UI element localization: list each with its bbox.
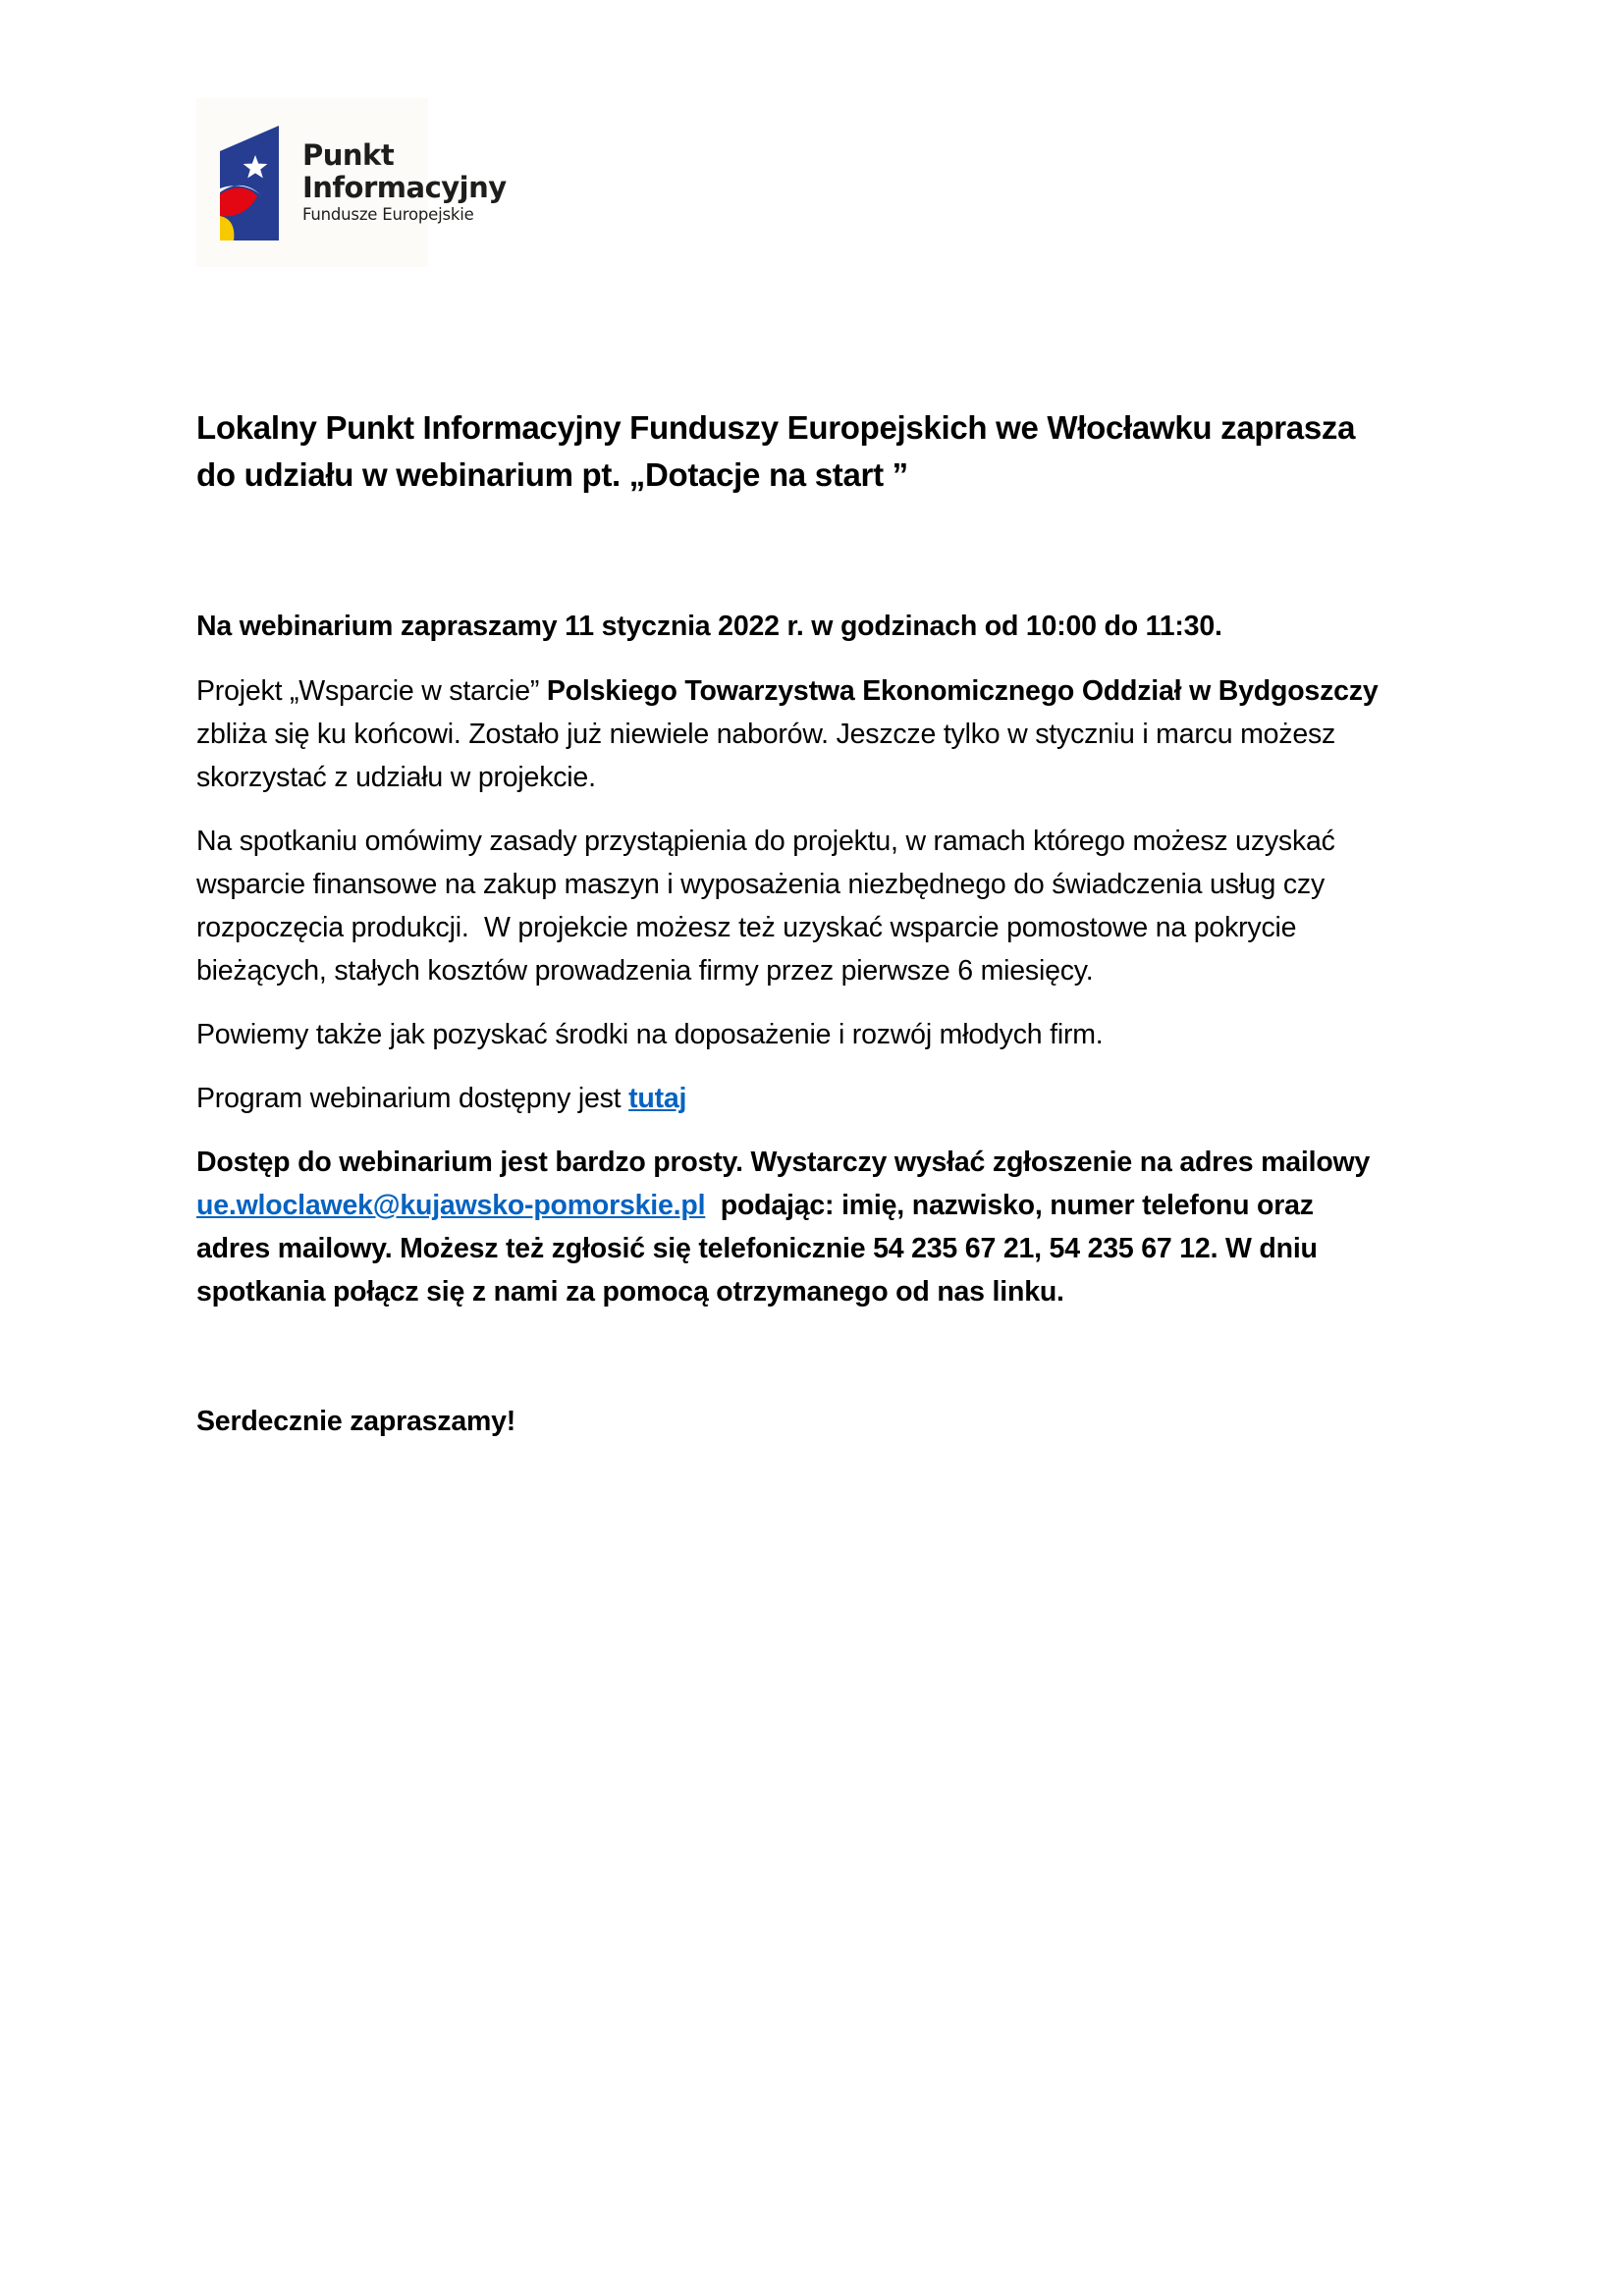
program-link[interactable]: tutaj bbox=[628, 1083, 687, 1114]
access-line-2: podając: imię, nazwisko, numer telefonu oraz bbox=[705, 1190, 1314, 1221]
logo-title-line2: Informacyjny bbox=[302, 171, 507, 204]
meeting-line-4: bieżących, stałych kosztów prowadzenia firmy przez pierwsze 6 miesięcy. bbox=[196, 955, 1094, 987]
project-line-3: skorzystać z udziału w projekcie. bbox=[196, 762, 596, 793]
punkt-informacyjny-logo bbox=[196, 98, 507, 267]
logo-flag-icon bbox=[220, 126, 279, 240]
title-line-2: do udziału w webinarium pt. „Dotacje na start ” bbox=[196, 456, 908, 493]
title-line-1: Lokalny Punkt Informacyjny Funduszy Europejskich we Włocławku zaprasza bbox=[196, 409, 1356, 446]
closing-paragraph bbox=[196, 1400, 1473, 1443]
program-text: Program webinarium dostępny jest bbox=[196, 1083, 629, 1114]
email-link[interactable]: ue.wloclawek@kujawsko-pomorskie.pl bbox=[196, 1190, 706, 1221]
funding-paragraph bbox=[196, 1013, 1473, 1056]
date-text: Na webinarium zapraszamy 11 stycznia 2022 r. w godzinach od 10:00 do 11:30. bbox=[196, 611, 1222, 642]
organization-name: Polskiego Towarzystwa Ekonomicznego Oddział w Bydgoszczy bbox=[546, 675, 1379, 707]
logo-text bbox=[302, 138, 507, 224]
access-paragraph bbox=[196, 1141, 1473, 1313]
document-title bbox=[196, 404, 1473, 499]
funding-text: Powiemy także jak pozyskać środki na doposażenie i rozwój młodych firm. bbox=[196, 1019, 1104, 1050]
document-body bbox=[196, 404, 1473, 1443]
meeting-line-3: rozpoczęcia produkcji. W projekcie możesz też uzyskać wsparcie pomostowe na pokrycie bbox=[196, 912, 1297, 943]
project-intro: Projekt „Wsparcie w starcie” bbox=[196, 675, 547, 707]
meeting-line-1: Na spotkaniu omówimy zasady przystąpienia do projektu, w ramach którego możesz uzyskać bbox=[196, 826, 1335, 857]
project-paragraph bbox=[196, 669, 1473, 799]
meeting-paragraph bbox=[196, 820, 1473, 992]
logo-title-line1: Punkt bbox=[302, 138, 395, 172]
project-line-2: zbliża się ku końcowi. Zostało już niewiele naborów. Jeszcze tylko w styczniu i marcu możesz bbox=[196, 719, 1336, 750]
logo-subtitle: Fundusze Europejskie bbox=[302, 205, 474, 224]
program-paragraph bbox=[196, 1077, 1473, 1120]
date-paragraph bbox=[196, 605, 1473, 648]
meeting-line-2: wsparcie finansowe na zakup maszyn i wyposażenia niezbędnego do świadczenia usług czy bbox=[196, 869, 1325, 900]
access-line-4: spotkania połącz się z nami za pomocą otrzymanego od nas linku. bbox=[196, 1276, 1064, 1308]
access-line-3: adres mailowy. Możesz też zgłosić się telefonicznie 54 235 67 21, 54 235 67 12. W dniu bbox=[196, 1233, 1318, 1264]
access-line-1: Dostęp do webinarium jest bardzo prosty. Wystarczy wysłać zgłoszenie na adres mailowy bbox=[196, 1147, 1371, 1178]
closing-text: Serdecznie zapraszamy! bbox=[196, 1406, 516, 1437]
